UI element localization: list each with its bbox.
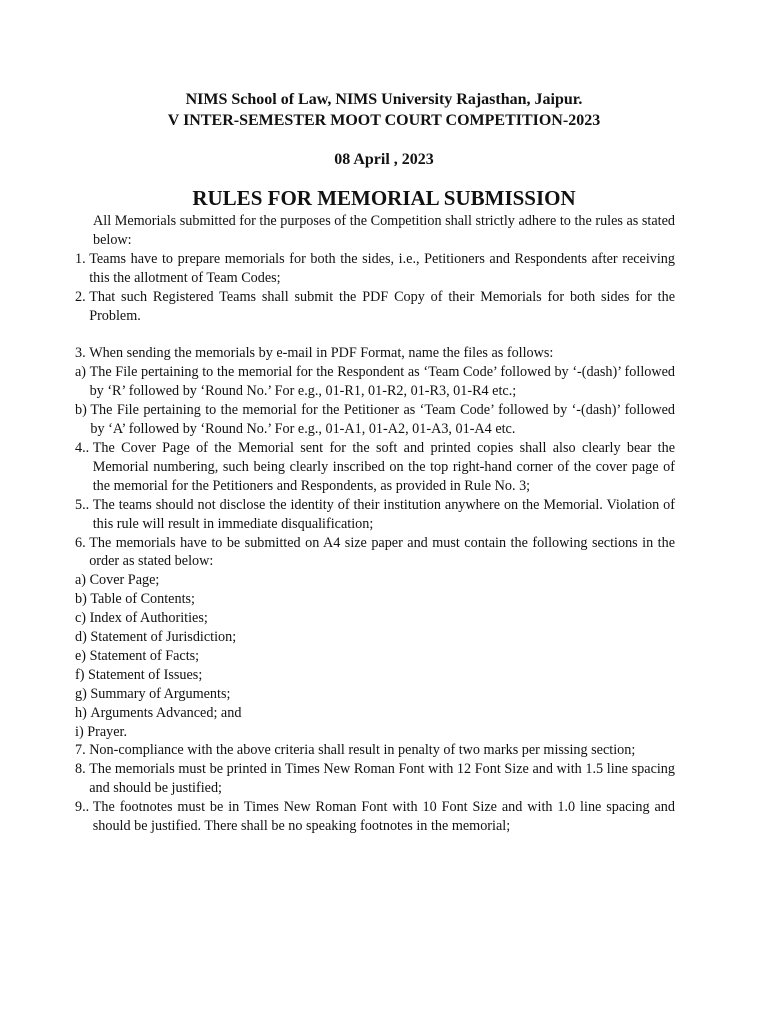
- rule-marker: 7.: [75, 742, 90, 759]
- rule-item: [75, 666, 675, 685]
- rule-marker: 1.: [75, 250, 90, 267]
- rules-title: RULES FOR MEMORIAL SUBMISSION: [192, 186, 576, 210]
- rule-text: Teams have to prepare memorials for both the sides, i.e., Petitioners and Respondents after receiving this the allotment of Team Codes;: [89, 250, 675, 286]
- rule-text: Index of Authorities;: [89, 610, 208, 627]
- rule-text: Statement of Facts;: [89, 647, 200, 664]
- rule-marker: d): [75, 629, 91, 646]
- rule-text: Statement of Issues;: [88, 666, 203, 683]
- rule-text: Non-compliance with the above criteria shall result in penalty of two marks per missing section;: [89, 742, 636, 759]
- competition-title: V INTER-SEMESTER MOOT COURT COMPETITION-2023: [167, 112, 601, 129]
- rule-marker: b): [75, 591, 91, 608]
- rule-item: [75, 363, 675, 401]
- rule-item: [75, 760, 675, 798]
- rule-marker: 4..: [75, 439, 93, 456]
- intro-paragraph: All Memorials submitted for the purposes of the Competition shall strictly adhere to the rules as stated below:: [93, 213, 675, 248]
- rule-item: [75, 628, 675, 647]
- rule-text: The File pertaining to the memorial for the Petitioner as ‘Team Code’ followed by ‘-(dash)’ followed by ‘A’ followed by ‘Round No.’ For e.g., 01-A1, 01-A2, 01-A3, 01-A4 etc.: [90, 402, 675, 438]
- rule-marker: a): [75, 364, 90, 381]
- institution-header: NIMS School of Law, NIMS University Rajasthan, Jaipur.: [185, 91, 583, 108]
- rule-item: [75, 647, 675, 666]
- rule-text: The footnotes must be in Times New Roman Font with 10 Font Size and with 1.0 line spacing and should be justified. There shall be no speaking footnotes in the memorial;: [92, 799, 675, 835]
- rule-text: When sending the memorials by e-mail in PDF Format, name the files as follows:: [89, 345, 554, 362]
- rule-marker: 8.: [75, 761, 90, 778]
- rule-item: [75, 534, 675, 572]
- rule-text: Cover Page;: [89, 572, 160, 589]
- rule-item: [75, 590, 675, 609]
- rule-text: The Cover Page of the Memorial sent for the soft and printed copies shall also clearly bear the Memorial numbering, such being clearly inscribed on the top right-hand corner of the cover page of the memorial for the Petitioners and Respondents, as provided in Rule No. 3;: [92, 439, 675, 494]
- rule-text: Summary of Arguments;: [90, 685, 231, 702]
- rule-text: The teams should not disclose the identity of their institution anywhere on the Memorial. Violation of this rule will result in immediate disqualification;: [92, 496, 675, 532]
- rule-marker: 6.: [75, 534, 90, 551]
- rule-text: Table of Contents;: [90, 591, 195, 608]
- rule-item: [75, 571, 675, 590]
- rule-marker: a): [75, 572, 90, 589]
- rule-text: Arguments Advanced; and: [90, 704, 242, 721]
- rule-text: Statement of Jurisdiction;: [90, 629, 237, 646]
- rule-item: [75, 741, 675, 760]
- rule-marker: e): [75, 647, 90, 664]
- rule-marker: 3.: [75, 345, 90, 362]
- rule-item: [75, 704, 675, 723]
- rule-text: That such Registered Teams shall submit the PDF Copy of their Memorials for both sides for the Problem.: [89, 288, 675, 324]
- rule-marker: h): [75, 704, 91, 721]
- rule-item: [75, 496, 675, 534]
- rule-text: The memorials must be printed in Times New Roman Font with 12 Font Size and with 1.5 line spacing and should be justified;: [89, 761, 675, 797]
- rule-item: [75, 288, 675, 326]
- rule-marker: 9..: [75, 799, 93, 816]
- rule-marker: g): [75, 685, 91, 702]
- competition-date: 08 April , 2023: [334, 151, 434, 168]
- rule-item: [75, 685, 675, 704]
- rule-item: [75, 798, 675, 836]
- rule-text: Prayer.: [87, 723, 128, 740]
- rule-item: [75, 344, 675, 363]
- rule-text: The memorials have to be submitted on A4 size paper and must contain the following sections in the order as stated below:: [89, 534, 675, 570]
- rule-item: [75, 723, 675, 742]
- rule-marker: c): [75, 610, 90, 627]
- rule-marker: i): [75, 723, 88, 740]
- rule-item: [75, 609, 675, 628]
- rule-marker: f): [75, 666, 88, 683]
- rule-item: [75, 439, 675, 496]
- rule-marker: 5..: [75, 496, 93, 513]
- rules-body: [75, 212, 675, 836]
- rule-item: [75, 250, 675, 288]
- rule-item: [75, 401, 675, 439]
- rules-list: [75, 250, 675, 836]
- rule-text: The File pertaining to the memorial for the Respondent as ‘Team Code’ followed by ‘-(dash)’ followed by ‘R’ followed by ‘Round No.’ For e.g., 01-R1, 01-R2, 01-R3, 01-R4 etc.;: [89, 364, 675, 400]
- rule-marker: 2.: [75, 288, 90, 305]
- paragraph-gap: [75, 325, 675, 344]
- rule-marker: b): [75, 402, 91, 419]
